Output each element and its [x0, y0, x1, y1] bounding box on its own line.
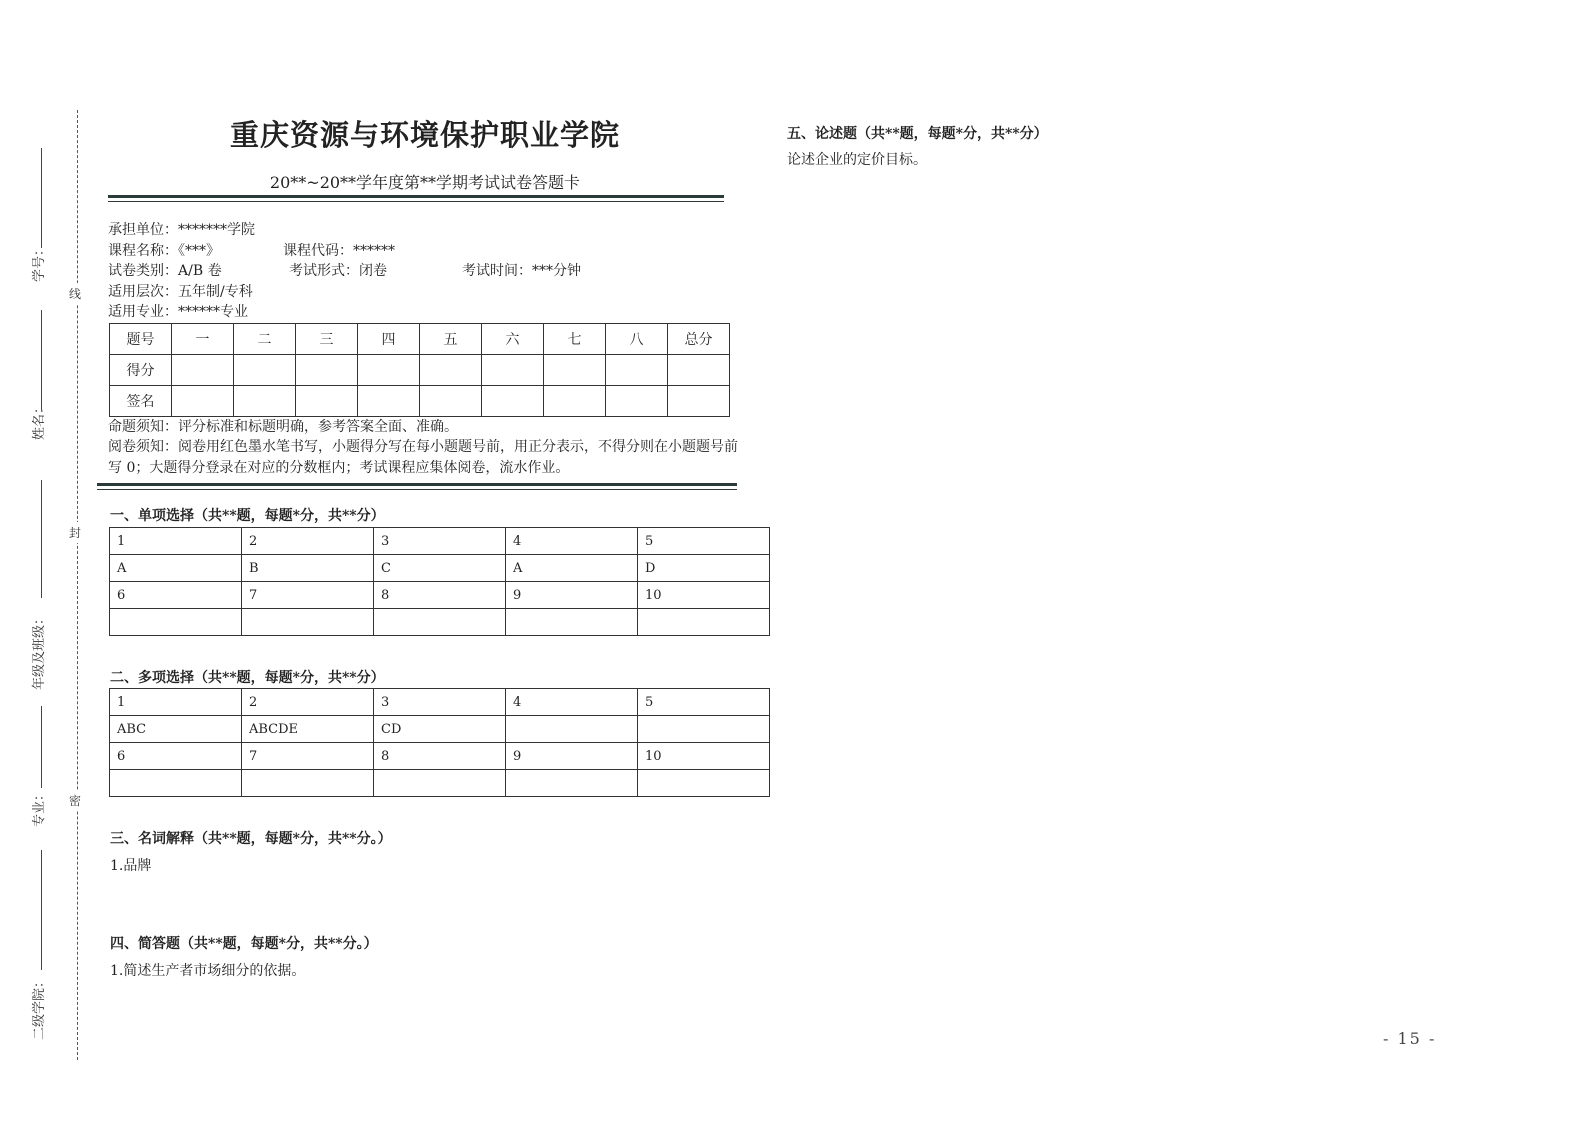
answer-cell[interactable] [506, 716, 638, 743]
answer-cell: 2 [242, 689, 374, 716]
label-name: 姓名： [32, 400, 47, 440]
label-college: 二级学院： [32, 974, 47, 1040]
info-level: 适用层次：五年制/专科 [108, 283, 253, 300]
score-header-cell: 题号 [110, 324, 172, 355]
answer-cell[interactable]: ABC [110, 716, 242, 743]
answer-cell[interactable] [110, 609, 242, 636]
table-row [110, 582, 770, 609]
table-row [110, 555, 770, 582]
seal-char-secret: 密 [69, 790, 81, 811]
score-header-cell: 八 [606, 324, 668, 355]
score-row-label: 签名 [110, 386, 172, 417]
answer-cell: 1 [110, 689, 242, 716]
info-exam-time: 考试时间：***分钟 [462, 263, 581, 279]
answer-cell[interactable]: A [506, 555, 638, 582]
signature-cell[interactable] [172, 386, 234, 417]
signature-cell[interactable] [606, 386, 668, 417]
answer-cell[interactable] [242, 770, 374, 797]
section3-question: 1.品牌 [110, 858, 152, 874]
score-row-signature [110, 386, 730, 417]
score-table [109, 323, 730, 417]
answer-cell[interactable] [638, 716, 770, 743]
info-unit: 承担单位：*******学院 [108, 222, 255, 238]
score-header-row [110, 324, 730, 355]
table-row [110, 716, 770, 743]
label-student-id: 学号： [32, 242, 47, 282]
score-cell[interactable] [606, 355, 668, 386]
score-header-cell: 七 [544, 324, 606, 355]
score-header-cell: 总分 [668, 324, 730, 355]
answer-cell: 7 [242, 743, 374, 770]
info-paper-type: 试卷类别：A/B 卷 [108, 263, 222, 279]
signature-cell[interactable] [544, 386, 606, 417]
answer-cell: 8 [374, 582, 506, 609]
score-cell[interactable] [296, 355, 358, 386]
info-exam-form: 考试形式：闭卷 [289, 263, 387, 279]
signature-cell[interactable] [668, 386, 730, 417]
header-rule-thick [108, 195, 724, 198]
table-row [110, 609, 770, 636]
answer-cell: 5 [638, 689, 770, 716]
answer-cell: 3 [374, 528, 506, 555]
info-course-code: 课程代码：****** [283, 242, 395, 259]
notes-rule-thick [97, 483, 737, 486]
answer-cell: 10 [638, 743, 770, 770]
score-header-cell: 五 [420, 324, 482, 355]
header-rule-thin [108, 201, 724, 202]
seal-dashed-line [77, 110, 78, 1060]
signature-cell[interactable] [234, 386, 296, 417]
signature-cell[interactable] [420, 386, 482, 417]
score-cell[interactable] [544, 355, 606, 386]
section4-question: 1.简述生产者市场细分的依据。 [110, 963, 306, 979]
score-cell[interactable] [234, 355, 296, 386]
answer-cell: 8 [374, 743, 506, 770]
answer-cell: 7 [242, 582, 374, 609]
answer-cell[interactable]: B [242, 555, 374, 582]
page-number: - 15 - [1383, 1029, 1437, 1048]
proposition-note: 命题须知：评分标准和标题明确，参考答案全面、准确。 [108, 419, 458, 435]
answer-cell[interactable]: D [638, 555, 770, 582]
seal-char-seal: 封 [69, 522, 81, 543]
score-header-cell: 三 [296, 324, 358, 355]
answer-cell: 4 [506, 528, 638, 555]
section3-title: 三、名词解释（共**题，每题*分，共**分。） [110, 831, 392, 847]
score-row-label: 得分 [110, 355, 172, 386]
answer-cell: 10 [638, 582, 770, 609]
answer-cell[interactable]: C [374, 555, 506, 582]
line-college [41, 850, 42, 970]
score-header-cell: 六 [482, 324, 544, 355]
table-row [110, 743, 770, 770]
answer-cell: 5 [638, 528, 770, 555]
answer-cell[interactable]: A [110, 555, 242, 582]
answer-cell: 6 [110, 582, 242, 609]
signature-cell[interactable] [358, 386, 420, 417]
score-header-cell: 一 [172, 324, 234, 355]
section4-title: 四、简答题（共**题，每题*分，共**分。） [110, 936, 378, 952]
answer-cell[interactable]: ABCDE [242, 716, 374, 743]
answer-cell: 6 [110, 743, 242, 770]
table-row [110, 528, 770, 555]
answer-cell: 3 [374, 689, 506, 716]
answer-cell[interactable] [638, 770, 770, 797]
section5-title: 五、论述题（共**题，每题*分，共**分） [787, 126, 1048, 142]
answer-cell[interactable] [506, 609, 638, 636]
line-name [41, 310, 42, 410]
answer-cell[interactable] [242, 609, 374, 636]
single-choice-table [109, 527, 770, 636]
answer-cell[interactable]: CD [374, 716, 506, 743]
score-row-score [110, 355, 730, 386]
label-major: 专业： [32, 787, 47, 827]
score-cell[interactable] [358, 355, 420, 386]
line-major [41, 706, 42, 788]
score-header-cell: 二 [234, 324, 296, 355]
line-grade-class [41, 480, 42, 598]
section1-title: 一、单项选择（共**题，每题*分，共**分） [110, 508, 385, 524]
notes-rule-thin [97, 489, 737, 490]
answer-cell[interactable] [374, 609, 506, 636]
answer-cell[interactable] [374, 770, 506, 797]
multiple-choice-table [109, 688, 770, 797]
score-cell[interactable] [420, 355, 482, 386]
answer-cell[interactable] [638, 609, 770, 636]
answer-cell: 9 [506, 743, 638, 770]
signature-cell[interactable] [482, 386, 544, 417]
signature-cell[interactable] [296, 386, 358, 417]
marking-note: 阅卷须知：阅卷用红色墨水笔书写，小题得分写在每小题题号前，用正分表示，不得分则在小题题号前写 0；大题得分登录在对应的分数框内；考试课程应集体阅卷，流水作业。 [108, 439, 738, 476]
info-course-name: 课程名称：《***》 [108, 242, 220, 259]
answer-cell[interactable] [506, 770, 638, 797]
section2-title: 二、多项选择（共**题，每题*分，共**分） [110, 670, 385, 686]
answer-cell[interactable] [110, 770, 242, 797]
label-grade-class: 年级及班级： [32, 611, 47, 690]
exam-info [108, 220, 581, 323]
section5-question: 论述企业的定价目标。 [787, 152, 927, 168]
seal-char-line: 线 [69, 283, 81, 304]
answer-cell: 2 [242, 528, 374, 555]
exam-subtitle: 20**~20**学年度第**学期考试试卷答题卡 [269, 173, 581, 192]
info-major: 适用专业：******专业 [108, 304, 248, 320]
answer-cell: 4 [506, 689, 638, 716]
line-student-id [41, 148, 42, 248]
score-cell[interactable] [482, 355, 544, 386]
table-row [110, 770, 770, 797]
answer-cell: 9 [506, 582, 638, 609]
answer-cell: 1 [110, 528, 242, 555]
score-cell[interactable] [172, 355, 234, 386]
table-row [110, 689, 770, 716]
school-title: 重庆资源与环境保护职业学院 [229, 118, 620, 152]
score-cell[interactable] [668, 355, 730, 386]
score-header-cell: 四 [358, 324, 420, 355]
